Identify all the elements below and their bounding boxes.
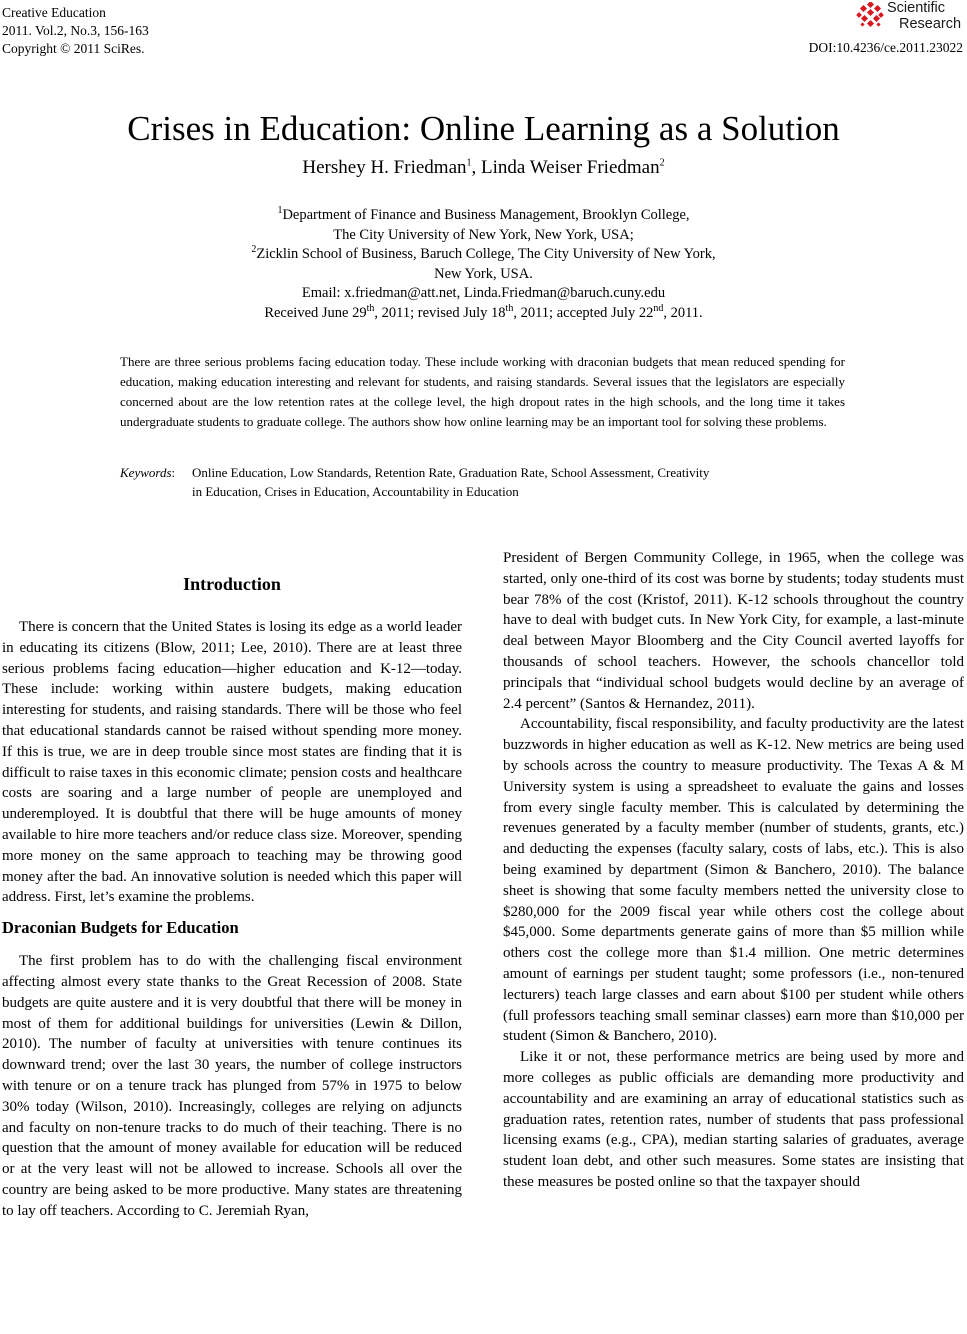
received-part-b: , 2011; revised July 18 [374,304,506,321]
affil-2-line-1: Zicklin School of Business, Baruch College, The City University of New York, [256,246,716,262]
affil-1-sup: 1 [277,205,283,217]
paragraph: Accountability, fiscal responsibility, and faculty productivity are the latest buzzwords in higher education as well as K-12. New metrics are being used by schools across the country to measure productivity. The Texas A & M University system is using a spreadsheet to evaluate the gains and losses from every single faculty member. This is calculated by determining the revenues generated by a faculty member (number of students, grants, etc.) and deducting the expenses (faculty salary, costs of labs, etc.). This is also being examined by department (Simon & Banchero, 2010). The balance sheet is showing that some faculty members netted the university close to $280,000 for the 2009 fiscal year while others cost the college about $45,000. Some departments generate gains of more than $5 million while others cost the college more than $1.4 million. One metric determines amount of earnings per student taught; some professors (i.e., non-tenured lecturers) teach large classes and earn about $100 per student while others (full professors teaching small seminar classes) earn more than $10,000 per student (Simon & Banchero, 2010). [503,716,964,1045]
received-sup-1: th [366,302,375,314]
keywords-line-2: in Education, Crises in Education, Accountability in Education [192,483,519,499]
received-part-c: , 2011; accepted July 22 [513,304,654,321]
author-1: Hershey H. Friedman [302,157,467,178]
abstract: There are three serious problems facing education today. These include working with draconian budgets that mean reduced spending for education, making education interesting and relevant for students, and raising standards. Several issues that the legislators are especially concerned about are the low retention rates at the college level, the high dropout rates in the high schools, and the long time it takes undergraduate students to graduate college. The authors show how online learning may be an important tool for solving these problems. [120,354,845,429]
logo-line-1: Scientific [887,0,946,16]
left-column [2,572,462,1222]
received-sup-3: nd [653,302,664,314]
author-2: , Linda Weiser Friedman [471,157,660,178]
authors [0,156,967,180]
publisher-logo [853,0,963,34]
received-sup-2: th [505,302,514,314]
author-1-sup: 1 [466,157,472,169]
journal-header [2,4,149,58]
received-part-a: Received June 29 [264,304,367,321]
affil-2-line-2: New York, USA. [434,265,533,282]
journal-name: Creative Education [2,5,106,20]
keywords-label: Keywords [120,465,172,480]
affiliations [0,206,967,323]
copyright-line: Copyright © 2011 SciRes. [2,41,145,56]
right-column [503,548,964,1193]
section-heading-introduction: Introduction [183,574,281,594]
affil-1-line-2: The City University of New York, New York, USA; [333,226,634,243]
affil-1-line-1: Department of Finance and Business Management, Brooklyn College, [282,207,690,223]
author-2-sup: 2 [659,157,665,169]
keywords-line-1: Online Education, Low Standards, Retention Rate, Graduation Rate, School Assessment, Creativity [192,465,710,480]
scientific-research-logo-icon [855,2,885,32]
journal-volume: 2011. Vol.2, No.3, 156-163 [2,23,149,38]
paragraph: Like it or not, these performance metrics are being used by more and more colleges as public officials are demanding more productivity and accountability and are examining an array of educational statistics such as graduation rates, retention rates, number of students that pass professional licensing exams (e.g., CPA), median starting salaries of graduates, average student loan debt, and other such measures. Some states are insisting that these measures be posted online so that the taxpayer should [503,1049,964,1190]
section-heading-draconian-budgets: Draconian Budgets for Education [2,918,239,938]
doi: DOI:10.4236/ce.2011.23022 [808,40,963,55]
affil-2-sup: 2 [251,244,257,256]
logo-line-2: Research [899,16,962,32]
logo-wordmark [887,0,961,32]
paragraph: President of Bergen Community College, in 1965, when the college was started, only one-third of its cost was borne by students; today students must bear 78% of the cost (Kristof, 2011). K-12 schools throughout the country have to deal with budget cuts. In New York City, for example, a last-minute deal between Mayor Bloomberg and the City Council averted layoffs for thousands of school teachers. However, the schools chancellor told principals that “individual school budgets would decline by an average of 2.4 percent” (Santos & Hernandez, 2011). [503,550,964,712]
author-email: Email: x.friedman@att.net, Linda.Friedman@baruch.cuny.edu [301,285,666,301]
received-part-d: , 2011. [663,304,703,321]
paragraph: The first problem has to do with the challenging fiscal environment affecting almost every state thanks to the Great Recession of 2008. State budgets are quite austere and it is very doubtful that there will be money in most of them for additional buildings for universities (Lewin & Dillon, 2010). The number of faculty at universities with tenure continues its downward trend; over the last 30 years, the number of college instructors with tenure or on a tenure track has plunged from 57% in 1975 to below 30% today (Wilson, 2010). Increasingly, colleges are relying on adjuncts and faculty on non-tenure tracks to do much of their teaching. There is no question that the amount of money available for education will be reduced or at the very least will not be allowed to increase. Schools all over the country are being asked to be more productive. Many states are threatening to lay off teachers. According to C. Jeremiah Ryan, [2,953,462,1219]
paragraph: There is concern that the United States is losing its edge as a world leader in educating its citizens (Blow, 2011; Lee, 2010). There are at least three serious problems facing education―higher education and K-12―today. These include: working within austere budgets, making education interesting for students, and raising standards. There will be those who feel that educational standards cannot be raised without spending more money. If this is true, we are in deep trouble since most states are finding that it is difficult to raise taxes in this economic climate; pension costs and healthcare costs are soaring and a large number of people are unemployed and underemployed. It is doubtful that there will be huge amounts of money available to hire more teachers and/or reduce class size. Moreover, spending more money on the same approach to teaching may be throwing good money after the bad. An innovative solution is needed which this paper will address. First, let’s examine the problems. [2,619,462,906]
received-dates [0,304,967,324]
keywords: Keywords: Online Education, Low Standards, Retention Rate, Graduation Rate, School Assessment, Creativity in Education, Crises in Education, Accountability in Education [120,464,845,501]
paper-title: Crises in Education: Online Learning as a Solution [127,109,840,148]
